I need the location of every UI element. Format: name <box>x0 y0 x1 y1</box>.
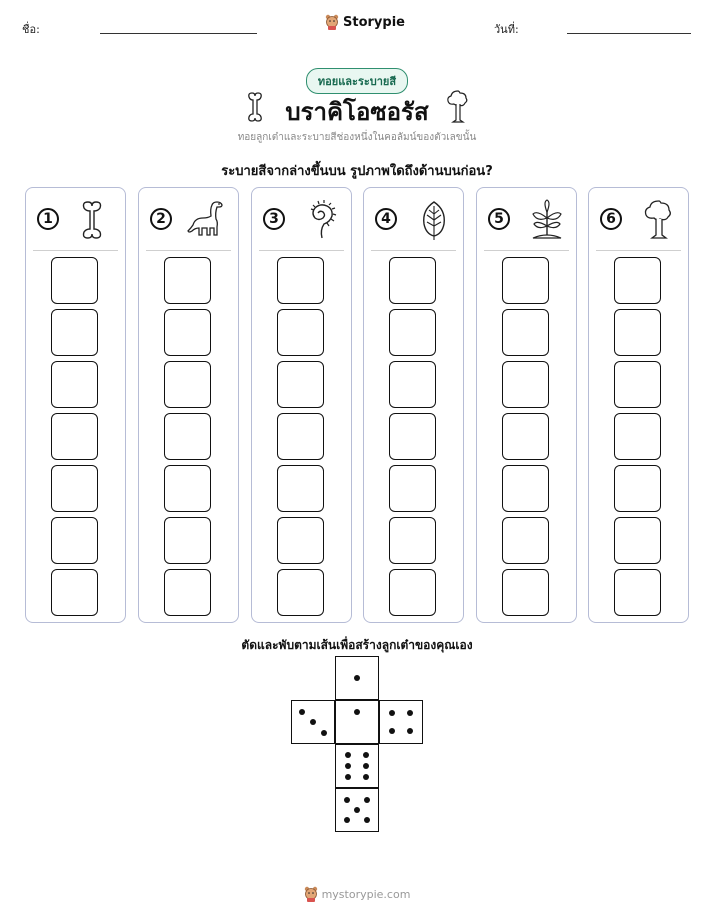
date-label: วันที่: <box>494 23 519 36</box>
cut-instruction: ตัดและพับตามเส้นเพื่อสร้างลูกเต๋าของคุณเอง <box>241 638 473 652</box>
column-number: 4 <box>375 208 397 230</box>
color-cell[interactable] <box>389 569 436 616</box>
color-cell[interactable] <box>164 569 211 616</box>
dice-pip <box>299 709 305 715</box>
column-number: 2 <box>150 208 172 230</box>
column-divider <box>484 250 569 251</box>
color-cell[interactable] <box>389 361 436 408</box>
color-cell[interactable] <box>389 413 436 460</box>
color-cell[interactable] <box>614 517 661 564</box>
color-cell[interactable] <box>51 309 98 356</box>
page-subtitle: ทอยลูกเต๋าและระบายสีช่องหนึ่งในคอลัมน์ของตัวเลขนั้น <box>237 132 477 143</box>
date-line[interactable] <box>567 33 691 34</box>
brand-logo <box>325 14 405 30</box>
column-5 <box>476 187 577 623</box>
column-4 <box>363 187 464 623</box>
dice-pip <box>364 817 370 823</box>
color-cell[interactable] <box>277 309 324 356</box>
color-cell[interactable] <box>389 517 436 564</box>
column-1 <box>25 187 126 623</box>
color-cell[interactable] <box>614 361 661 408</box>
color-cell[interactable] <box>164 465 211 512</box>
dice-face-1 <box>335 700 379 744</box>
column-3 <box>251 187 352 623</box>
color-cell[interactable] <box>502 361 549 408</box>
color-cell[interactable] <box>277 517 324 564</box>
dice-face-3 <box>291 700 335 744</box>
column-divider <box>371 250 456 251</box>
dice-pip <box>364 797 370 803</box>
dice-pip <box>354 807 360 813</box>
dice-face-4 <box>379 700 423 744</box>
dice-pip <box>345 763 351 769</box>
color-cell[interactable] <box>164 517 211 564</box>
column-divider <box>33 250 118 251</box>
color-cell[interactable] <box>614 465 661 512</box>
dice-pip <box>345 752 351 758</box>
bear-icon <box>325 14 339 30</box>
plant-icon <box>525 198 569 242</box>
brand-name: Storypie <box>343 14 405 30</box>
color-cell[interactable] <box>51 569 98 616</box>
bone-icon <box>74 198 118 242</box>
color-cell[interactable] <box>51 257 98 304</box>
column-number: 5 <box>488 208 510 230</box>
color-cell[interactable] <box>277 361 324 408</box>
dice-face-6 <box>335 744 379 788</box>
color-cell[interactable] <box>614 309 661 356</box>
color-cell[interactable] <box>614 569 661 616</box>
dice-pip <box>321 730 327 736</box>
column-number: 3 <box>263 208 285 230</box>
color-cell[interactable] <box>51 465 98 512</box>
tree-icon <box>446 88 470 124</box>
dice-pip <box>363 752 369 758</box>
color-cell[interactable] <box>51 361 98 408</box>
footer <box>0 886 714 902</box>
column-number: 6 <box>600 208 622 230</box>
dice-pip <box>344 797 350 803</box>
dice-face-1 <box>335 656 379 700</box>
color-cell[interactable] <box>502 569 549 616</box>
color-cell[interactable] <box>164 309 211 356</box>
footer-url[interactable]: mystorypie.com <box>321 887 411 901</box>
color-cell[interactable] <box>389 257 436 304</box>
leaf-icon <box>412 198 456 242</box>
color-cell[interactable] <box>164 361 211 408</box>
color-cell[interactable] <box>502 309 549 356</box>
bear-icon <box>304 886 318 902</box>
color-cell[interactable] <box>502 413 549 460</box>
question-text: ระบายสีจากล่างขึ้นบน รูปภาพใดถึงด้านบนก่อน? <box>221 164 493 179</box>
dice-pip <box>389 728 395 734</box>
color-cell[interactable] <box>502 257 549 304</box>
color-cell[interactable] <box>502 517 549 564</box>
name-label: ชื่อ: <box>22 23 40 36</box>
column-divider <box>259 250 344 251</box>
column-2 <box>138 187 239 623</box>
dice-pip <box>407 710 413 716</box>
color-cell[interactable] <box>277 569 324 616</box>
dice-pip <box>407 728 413 734</box>
color-cell[interactable] <box>51 517 98 564</box>
color-cell[interactable] <box>614 413 661 460</box>
dice-pip <box>345 774 351 780</box>
dinosaur-icon <box>187 198 231 242</box>
dice-pip <box>354 709 360 715</box>
fern-icon <box>300 198 344 242</box>
column-number: 1 <box>37 208 59 230</box>
dice-pip <box>363 774 369 780</box>
dice-pip <box>389 710 395 716</box>
column-divider <box>596 250 681 251</box>
dice-face-5 <box>335 788 379 832</box>
color-cell[interactable] <box>389 309 436 356</box>
color-cell[interactable] <box>502 465 549 512</box>
color-cell[interactable] <box>277 413 324 460</box>
column-6 <box>588 187 689 623</box>
dice-pip <box>310 719 316 725</box>
color-cell[interactable] <box>277 257 324 304</box>
activity-badge: ทอยและระบายสี <box>306 68 408 94</box>
dice-pip <box>363 763 369 769</box>
color-cell[interactable] <box>389 465 436 512</box>
color-cell[interactable] <box>277 465 324 512</box>
color-cell[interactable] <box>614 257 661 304</box>
color-cell[interactable] <box>164 413 211 460</box>
color-cell[interactable] <box>164 257 211 304</box>
dice-pip <box>344 817 350 823</box>
page-title: บราคิโอซอรัส <box>285 98 429 126</box>
dice-pip <box>354 675 360 681</box>
tree-icon <box>637 198 681 242</box>
name-line[interactable] <box>100 33 257 34</box>
color-cell[interactable] <box>51 413 98 460</box>
column-divider <box>146 250 231 251</box>
